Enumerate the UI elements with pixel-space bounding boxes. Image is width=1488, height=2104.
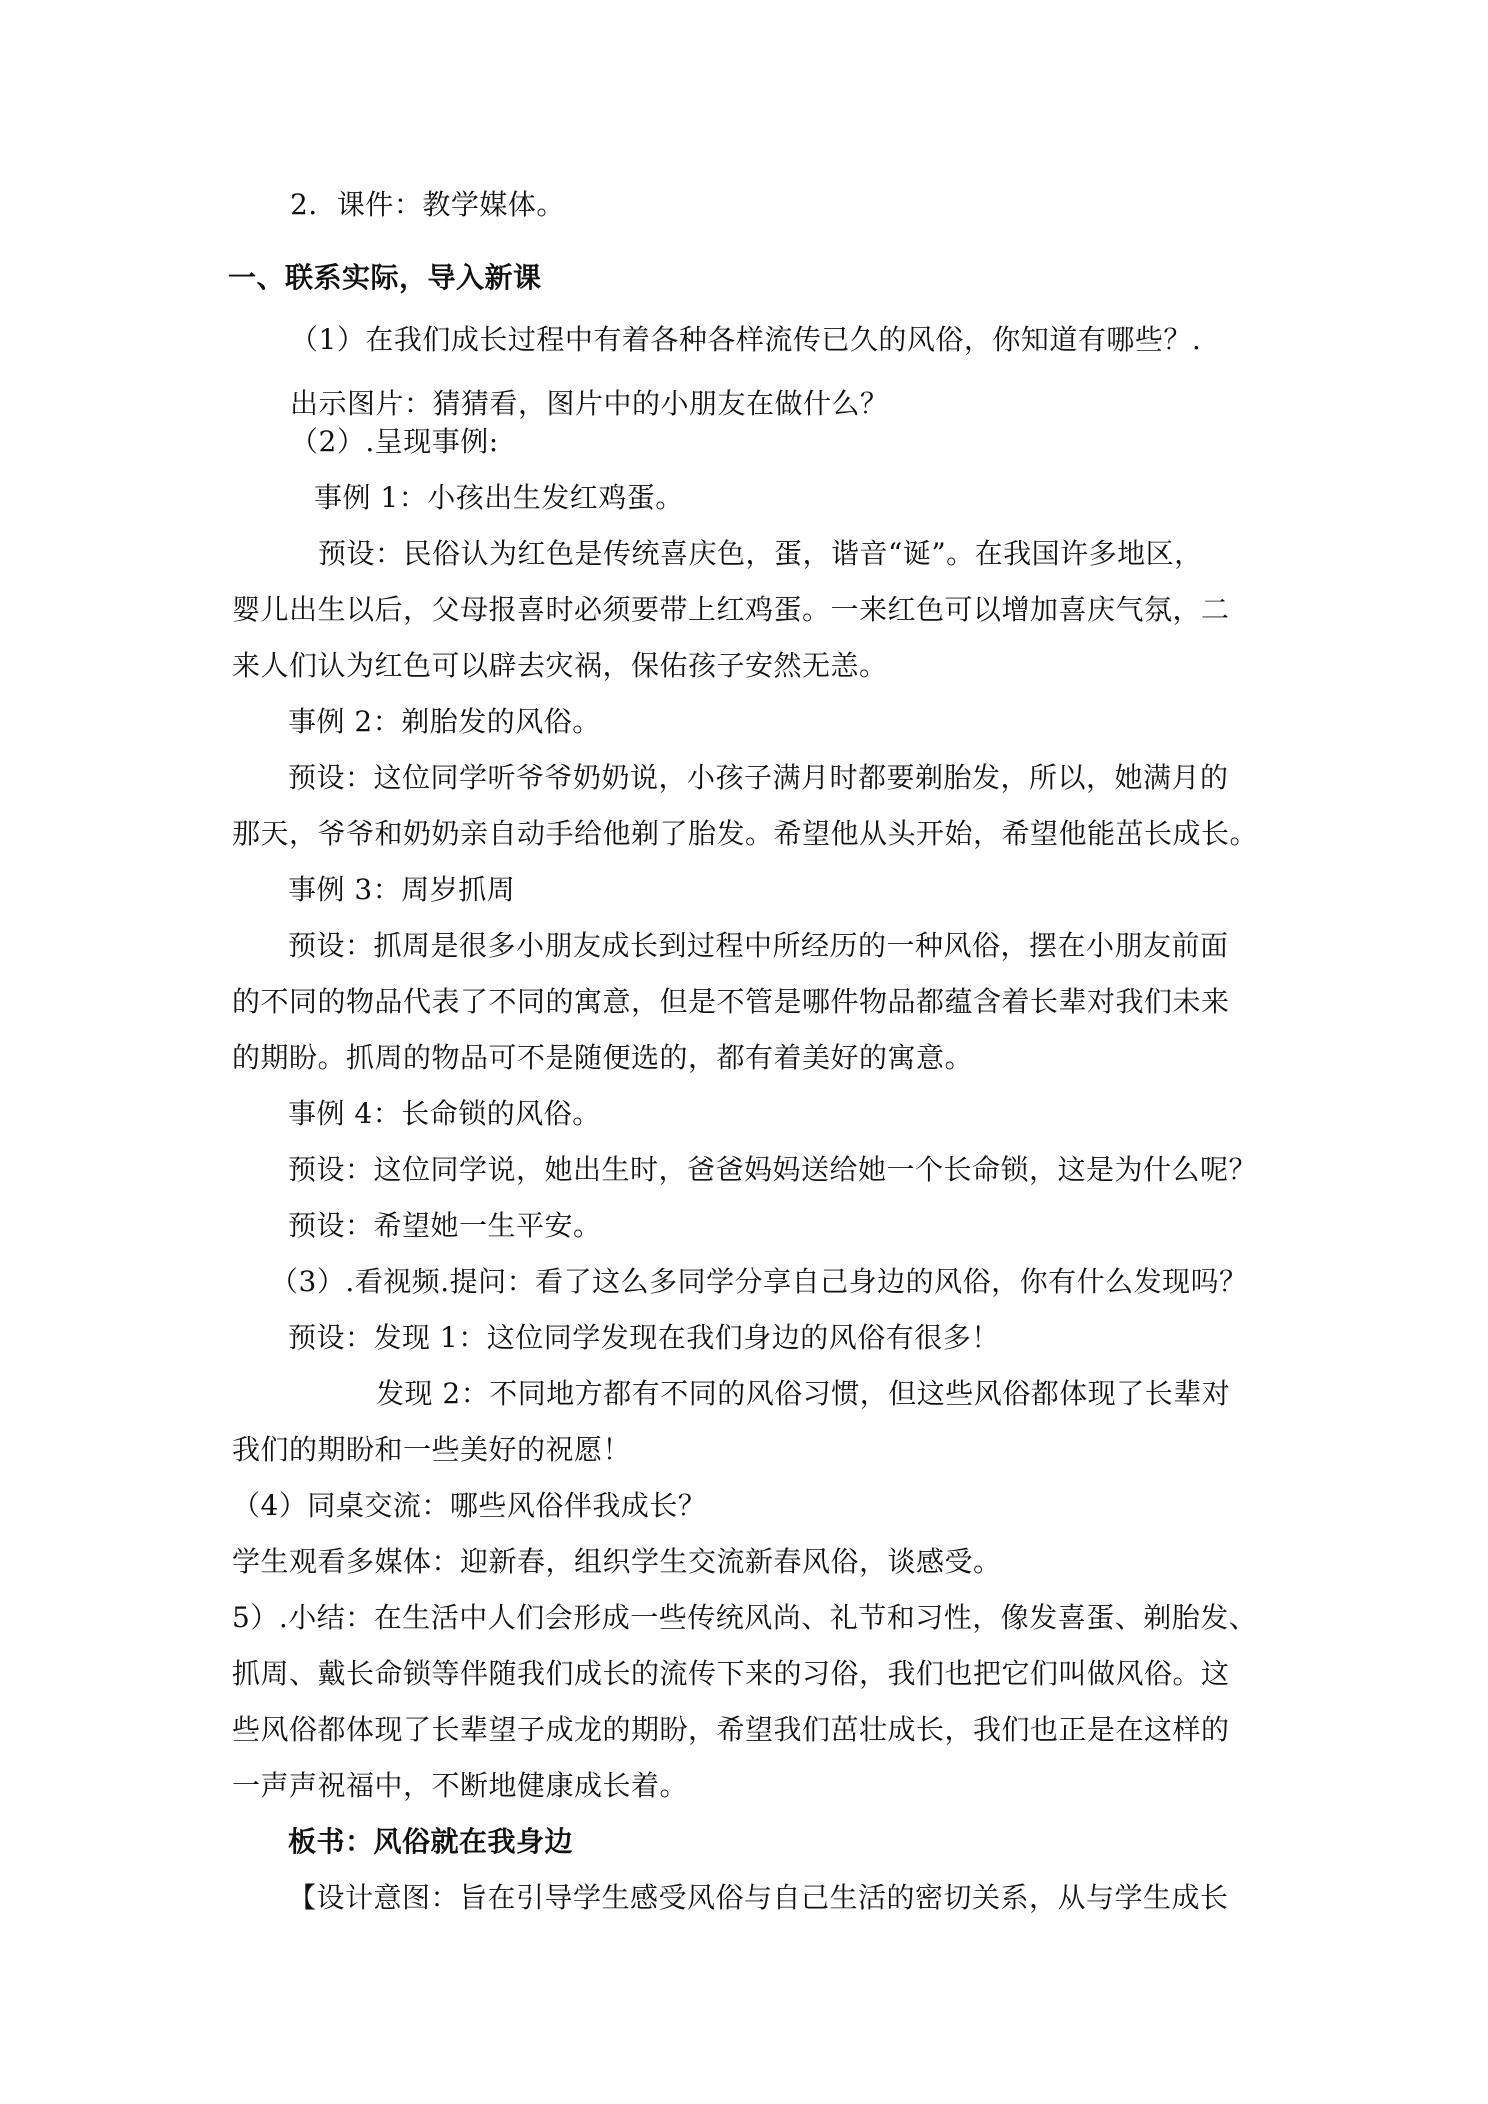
- text-line: 抓周、戴长命锁等伴随我们成长的流传下来的习俗，我们也把它们叫做风俗。这: [232, 1657, 1230, 1690]
- text-line: 的不同的物品代表了不同的寓意，但是不管是哪件物品都蕴含着长辈对我们未来: [232, 985, 1230, 1018]
- text-line: 我们的期盼和一些美好的祝愿！: [232, 1433, 632, 1466]
- text-line: 事例 4：长命锁的风俗。: [288, 1097, 601, 1130]
- text-line: 事例 2：剃胎发的风俗。: [288, 705, 601, 738]
- text-line: 事例 1：小孩出生发红鸡蛋。: [314, 481, 684, 514]
- text-line: 事例 3：周岁抓周: [288, 873, 516, 906]
- text-line: 2．课件：教学媒体。: [290, 188, 565, 221]
- text-line: （3）.看视频.提问：看了这么多同学分享自己身边的风俗，你有什么发现吗？: [270, 1265, 1248, 1298]
- text-line: 些风俗都体现了长辈望子成龙的期盼，希望我们茁壮成长，我们也正是在这样的: [232, 1713, 1230, 1746]
- text-line: 一声声祝福中，不断地健康成长着。: [232, 1769, 689, 1802]
- text-line: 预设：希望她一生平安。: [288, 1209, 602, 1242]
- text-line: （4）同桌交流：哪些风俗伴我成长？: [232, 1489, 707, 1522]
- text-line: 出示图片：猜猜看，图片中的小朋友在做什么？: [290, 387, 889, 420]
- text-line: 那天，爷爷和奶奶亲自动手给他剃了胎发。希望他从头开始，希望他能茁长成长。: [232, 817, 1259, 850]
- text-line: 预设：这位同学说，她出生时，爸爸妈妈送给她一个长命锁，这是为什么呢？: [288, 1153, 1258, 1186]
- text-line: 5）.小结：在生活中人们会形成一些传统风尚、礼节和习性，像发喜蛋、剃胎发、: [232, 1601, 1258, 1634]
- text-line: 的期盼。抓周的物品可不是随便选的，都有着美好的寓意。: [232, 1041, 974, 1074]
- text-line: 【设计意图：旨在引导学生感受风俗与自己生活的密切关系，从与学生成长: [288, 1881, 1229, 1914]
- text-line: （1）在我们成长过程中有着各种各样流传已久的风俗，你知道有哪些？.: [290, 323, 1202, 356]
- board-writing-heading: 板书：风俗就在我身边: [288, 1825, 574, 1858]
- text-line: 预设：这位同学听爷爷奶奶说，小孩子满月时都要剃胎发，所以，她满月的: [288, 761, 1229, 794]
- text-line: 学生观看多媒体：迎新春，组织学生交流新春风俗，谈感受。: [232, 1545, 1002, 1578]
- text-line: 来人们认为红色可以辟去灾祸，保佑孩子安然无恙。: [232, 649, 888, 682]
- text-line: 婴儿出生以后，父母报喜时必须要带上红鸡蛋。一来红色可以增加喜庆气氛，二: [232, 593, 1230, 626]
- text-line: 预设：民俗认为红色是传统喜庆色，蛋，谐音“诞”。在我国许多地区，: [318, 537, 1203, 570]
- text-line: 预设：发现 1：这位同学发现在我们身边的风俗有很多！: [288, 1321, 1000, 1354]
- section-heading: 一、联系实际，导入新课: [228, 261, 542, 294]
- text-line: 预设：抓周是很多小朋友成长到过程中所经历的一种风俗，摆在小朋友前面: [288, 929, 1229, 962]
- text-line: 发现 2：不同地方都有不同的风俗习惯，但这些风俗都体现了长辈对: [376, 1377, 1231, 1410]
- text-line: （2）.呈现事例:: [290, 425, 499, 458]
